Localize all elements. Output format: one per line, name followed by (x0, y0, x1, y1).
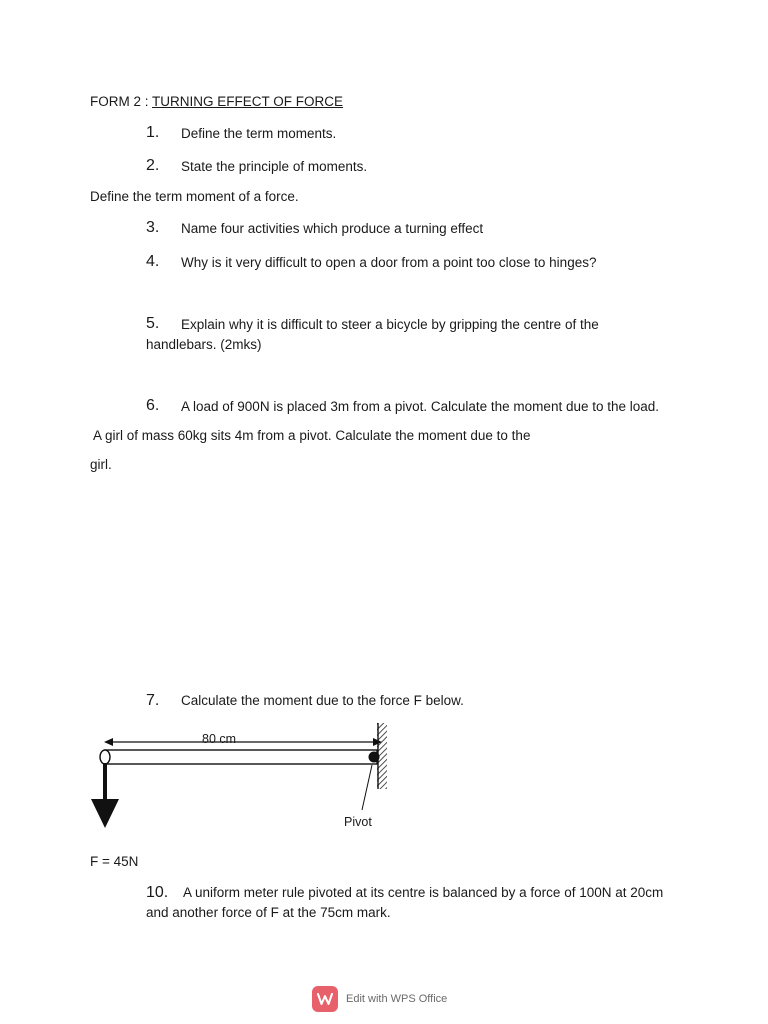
beam (105, 750, 377, 764)
question-7-text: Calculate the moment due to the force F below. (181, 693, 464, 708)
distance-label: 80 cm (202, 732, 237, 746)
question-7-number: 7. (146, 692, 160, 709)
wps-footer[interactable] (312, 985, 447, 1013)
force-arrow (91, 763, 119, 828)
question-5-line-1: Explain why it is difficult to steer a bicycle by gripping the centre of the (181, 317, 599, 332)
page-title (90, 93, 343, 111)
question-2-number: 2. (146, 157, 160, 174)
question-3-text: Name four activities which produce a turning effect (181, 221, 484, 236)
question-5-line-2: handlebars. (2mks) (146, 337, 262, 352)
question-2b-text: Define the term moment of a force. (90, 189, 299, 204)
title-prefix: FORM 2 : (90, 94, 153, 109)
question-2-text: State the principle of moments. (181, 159, 368, 174)
question-1-text: Define the term moments. (181, 126, 337, 141)
question-1-number: 1. (146, 124, 160, 141)
question-6-text: A load of 900N is placed 3m from a pivot. Calculate the moment due to the load. (181, 399, 660, 414)
beam-left-end (100, 750, 110, 764)
pivot-pointer (362, 765, 372, 810)
question-10-line-1: A uniform meter rule pivoted at its centre is balanced by a force of 100N at 20cm (183, 885, 664, 900)
question-5-number: 5. (146, 315, 160, 332)
pivot-point (369, 752, 380, 763)
question-6b-line-1: A girl of mass 60kg sits 4m from a pivot. Calculate the moment due to the (93, 428, 531, 443)
title-text: TURNING EFFECT OF FORCE (152, 94, 344, 109)
moment-diagram (80, 715, 400, 845)
question-10-number: 10. (146, 884, 169, 901)
question-3-number: 3. (146, 219, 160, 236)
question-4-text: Why is it very difficult to open a door from a point too close to hinges? (181, 255, 597, 270)
question-10-line-2: and another force of F at the 75cm mark. (146, 905, 391, 920)
dimension-arrow (104, 738, 382, 746)
question-6-number: 6. (146, 397, 160, 414)
question-4-number: 4. (146, 253, 160, 270)
wps-w-icon (317, 993, 333, 1005)
force-label: F = 45N (90, 854, 139, 869)
question-6b-line-2: girl. (90, 457, 112, 472)
wps-footer-text[interactable]: Edit with WPS Office (346, 993, 448, 1005)
pivot-label: Pivot (344, 815, 372, 829)
wps-logo-icon[interactable] (312, 986, 338, 1012)
